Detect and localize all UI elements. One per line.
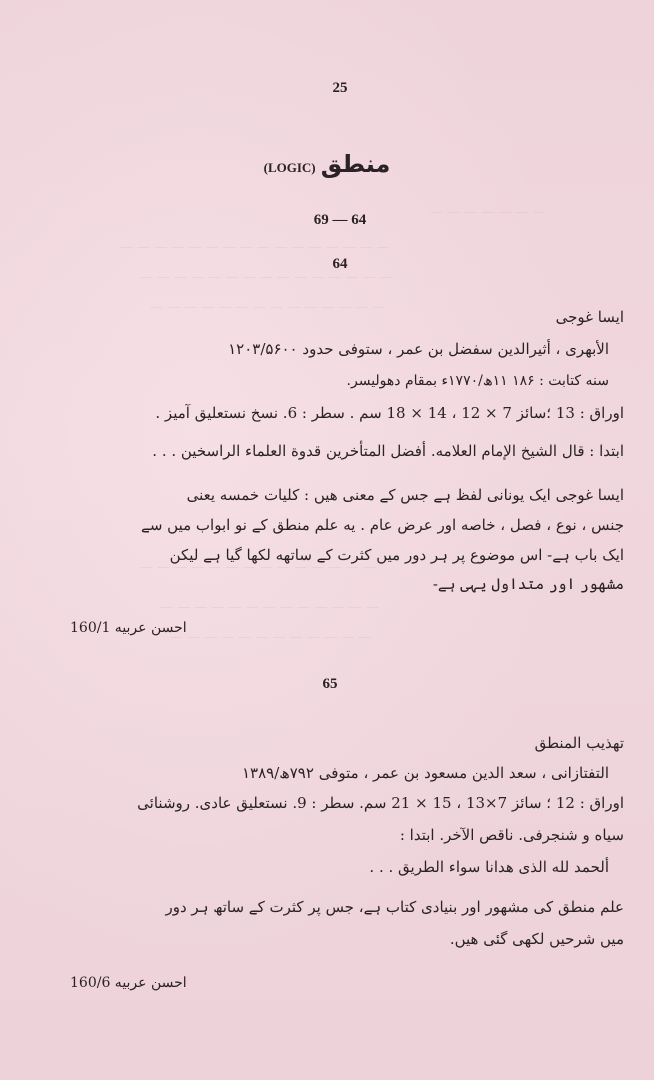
- bleed-through-mark: — — — — — — — — — — — —: [170, 630, 372, 645]
- section-range: 69 — 64: [313, 212, 367, 228]
- entry-title: تھذیب المنطق: [534, 734, 624, 752]
- entry-ink-line: سیاه و شنجرفی. ناقص الآخر. ابتدا :: [399, 826, 624, 844]
- section-title-english: (LOGIC): [263, 160, 316, 175]
- page-number: 25: [332, 80, 348, 96]
- bleed-through-mark: — — — — — — — — — — — — — — — —: [120, 240, 390, 255]
- section-heading: [0, 150, 654, 178]
- entry-folios: اوراق : 13 ؛سائز 7 × 12 ، 14 × 18 سم . سطر : 6. نسخ نستعلیق آمیز .: [155, 404, 624, 422]
- entry-number: 64: [332, 256, 348, 272]
- entry-description-line: ایسا غوجی ایک یونانی لفظ ہے جس کے معنی ھیں : کلیات خمسه یعنی: [186, 486, 624, 504]
- bleed-through-mark: — — — — — — — — — — — — — — —: [140, 270, 393, 285]
- entry-folios: اوراق : 12 ؛ سائز 7×13 ، 15 × 21 سم. سطر : 9. نستعلیق عادی. روشنائی: [137, 794, 624, 812]
- entry-title: ایسا غوجی: [555, 308, 624, 326]
- entry-number: 65: [322, 676, 338, 692]
- entry-incipit: ابتدا : قال الشیخ الإمام العلامه. أفضل المتأخرین قدوة العلماء الراسخین . . .: [152, 442, 624, 460]
- bleed-through-mark: — — — — — — — — — — — — — —: [140, 560, 376, 575]
- entry-description-line: ایک باب ہے- اس موضوع پر ہر دور میں کثرت کے ساتھه لکھا گیا ہے لیکن: [169, 546, 624, 564]
- bleed-through-mark: — — — — — — — — — — — — —: [160, 600, 379, 615]
- entry-author: التفتازانی ، سعد الدین مسعود بن عمر ، متوفی ۷۹۲ھ/۱۳۸۹: [241, 764, 609, 782]
- section-title-urdu: منطق: [320, 150, 391, 178]
- entry-incipit: ألحمد لله الذی هدانا سواء الطریق . . .: [369, 858, 609, 876]
- shelfmark: احسن عربیه 160/1: [70, 620, 187, 636]
- entry-description-line: علم منطق کی مشھور اور بنیادی کتاب ہے، جس پر کثرت کے ساتھ ہر دور: [165, 898, 624, 916]
- entry-author: الأبهری ، أثیرالدین سفضل بن عمر ، ستوفی حدود ۱۲۰۳/۵۶۰۰: [228, 340, 609, 358]
- entry-copy-date: سنه کتابت : ۱۸۶ ۱۱ھ/۱۷۷۰ء بمقام دھولیسر.: [346, 373, 609, 389]
- entry-description-line: جنس ، نوع ، فصل ، خاصه اور عرض عام . یه علم منطق کے نو ابواب میں سے: [141, 516, 624, 534]
- entry-description-line: مشھور اور متداول یہی ہے-: [432, 575, 624, 593]
- bleed-through-mark: — — — — — — —: [430, 205, 546, 220]
- bleed-through-mark: — — — — — — — — — — — — — —: [150, 300, 386, 315]
- entry-description-line: میں شرحیں لکھی گئی ھیں.: [449, 930, 624, 948]
- shelfmark: احسن عربیه 160/6: [70, 975, 187, 991]
